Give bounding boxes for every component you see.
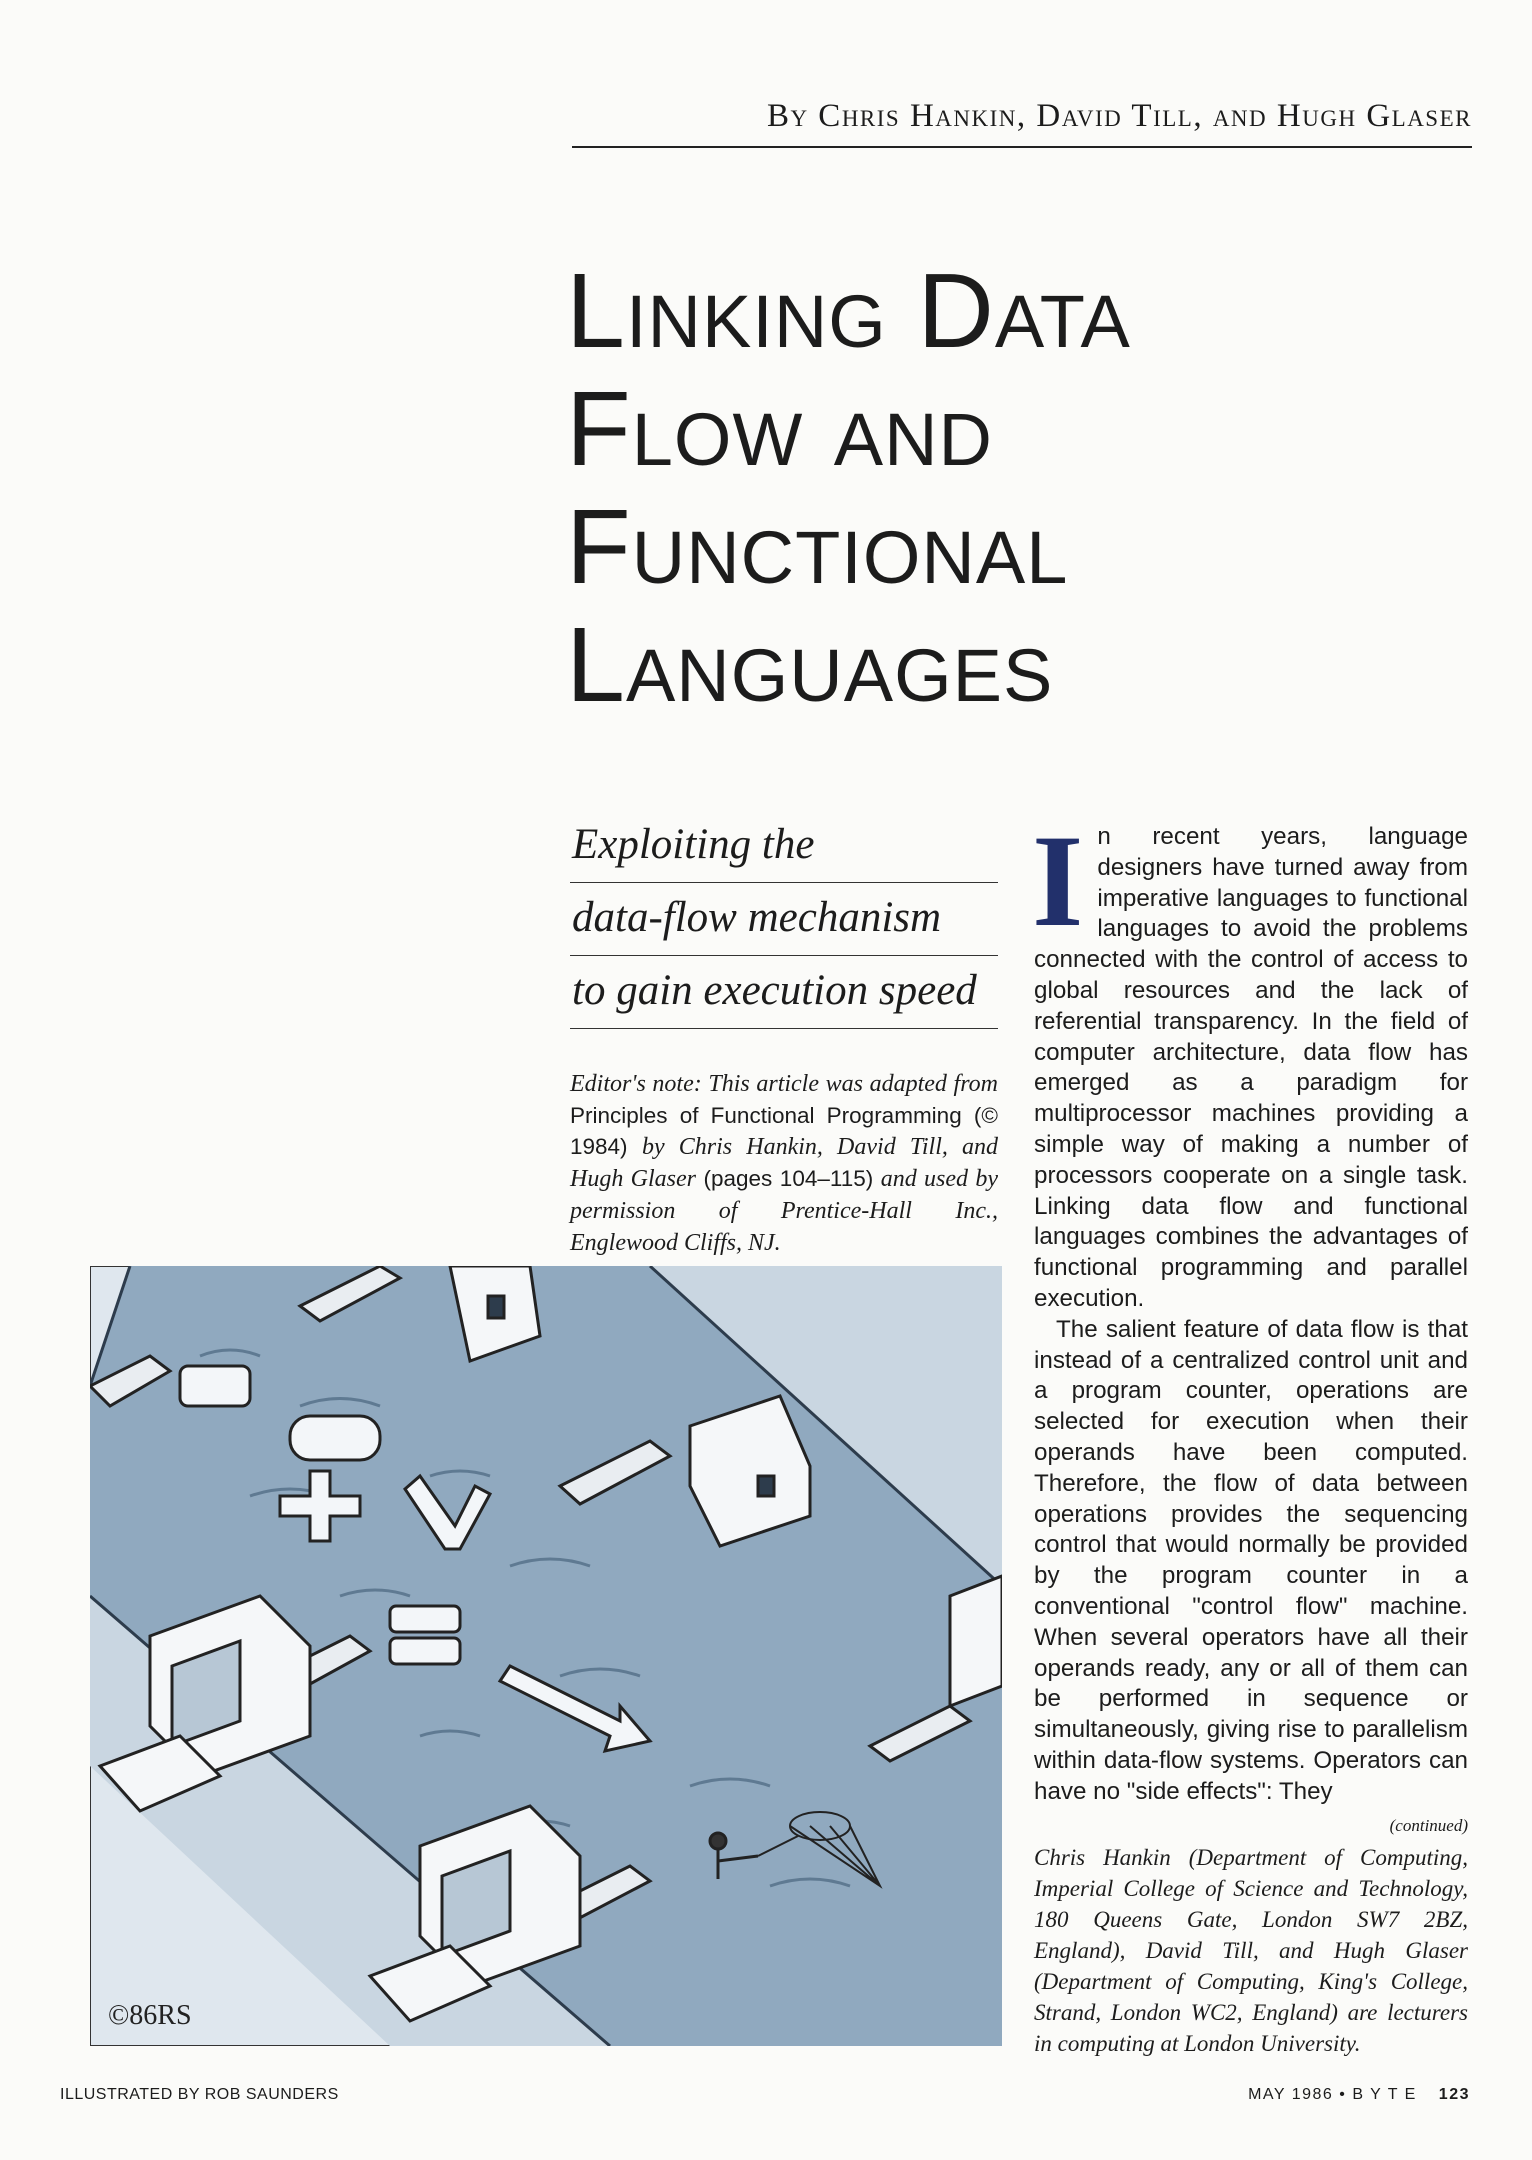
title-line: Linking Data — [566, 252, 1131, 370]
page-footer — [1248, 2086, 1470, 2104]
editors-note-suffix: and used by permission of Prentice-Hall Inc., Englewood Cliffs, NJ. — [570, 1166, 998, 1256]
editors-note-pages: (pages 104–115) — [703, 1166, 874, 1191]
deck — [570, 810, 998, 1029]
editors-note-copyright: (© 1984) — [570, 1103, 998, 1159]
body-text — [1032, 807, 1468, 1808]
body-paragraph: The salient feature of data flow is that instead of a centralized control unit and a program counter, operations are selected for execution when their operands have been computed. Therefore, the flow of data between operations provides the sequencing control that would normally be provided by the program counter in a conventional "control flow" machine. When several operators have all their operands ready, any or all of them can be performed in sequence or simultaneously, giving rise to parallelism within data-flow systems. Operators can have no "side effects": They — [1034, 1315, 1468, 1805]
editors-note-prefix: Editor's note: This article was adapted from — [570, 1071, 998, 1097]
deck-line: to gain execution speed — [570, 956, 998, 1029]
editors-note-book: Principles of Functional Programming — [570, 1103, 962, 1128]
byline-rule — [572, 146, 1472, 148]
illustration-signature: ©86RS — [108, 2000, 192, 2031]
illustration-credit: ILLUSTRATED BY ROB SAUNDERS — [60, 2086, 339, 2103]
author-bio: Chris Hankin (Department of Computing, Imperial College of Science and Technology, 180 Queens Gate, London SW7 2BZ, England), David Till, and Hugh Glaser (Department of Computing, King's College, Strand, London WC2, England) are lecturers in computing at London University. — [1034, 1845, 1468, 2056]
title-line: Functional — [566, 488, 1069, 606]
byline: By Chris Hankin, David Till, and Hugh Glaser — [766, 98, 1472, 134]
illustration — [90, 1266, 1002, 2046]
editors-note — [570, 1068, 998, 1259]
editors-note-middle: by Chris Hankin, David Till, and Hugh Glaser — [570, 1134, 998, 1192]
deck-line: data-flow mechanism — [570, 883, 998, 956]
article-title — [566, 252, 1466, 724]
title-line: Languages — [566, 606, 1054, 724]
dropcap: I — [1032, 807, 1084, 954]
title-line: Flow and — [566, 370, 993, 488]
page-number: 123 — [1438, 2086, 1470, 2103]
deck-line: Exploiting the — [570, 810, 998, 883]
continued-label: (continued) — [1389, 1816, 1468, 1835]
body-paragraph — [1032, 807, 1468, 1315]
body-paragraph-text: n recent years, language designers have turned away from imperative languages to functional languages to avoid the problems connected with the control of access to global resources and the lack of referential transparency. In the field of computer architecture, data flow has emerged as a paradigm for multiprocessor machines providing a simple way of making a number of processors cooperate on a single task. Linking data flow and functional languages combines the advantages of functional programming and parallel execution. — [1034, 823, 1468, 1312]
issue-label: MAY 1986 • B Y T E — [1248, 2086, 1417, 2103]
